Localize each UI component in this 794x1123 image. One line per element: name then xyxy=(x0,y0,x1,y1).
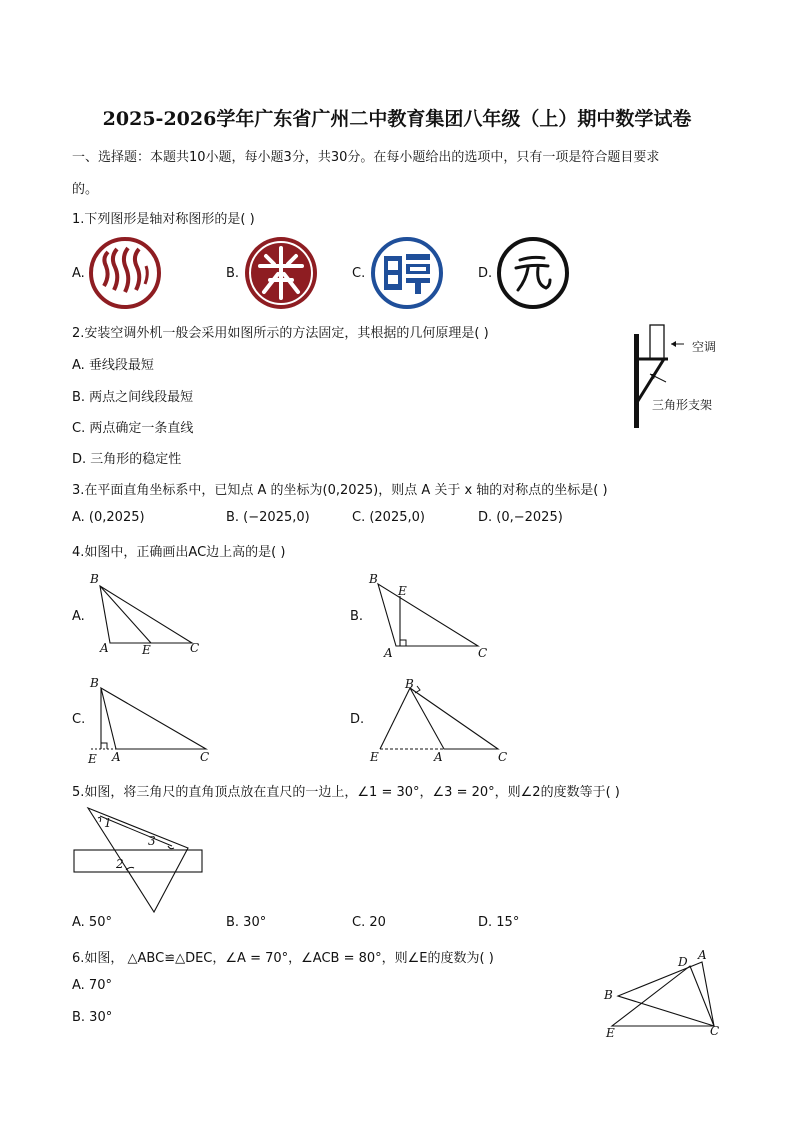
q3-stem: 3.在平面直角坐标系中，已知点 A 的坐标为(0,2025)，则点 A 关于 x 轴的对称点的坐标是( ) xyxy=(72,483,608,498)
q5-ruler-triangle-figure xyxy=(72,804,212,914)
q4-option-b: B. xyxy=(350,609,364,624)
q5-option-d: D. 15° xyxy=(478,915,520,930)
q4d-label-b: B xyxy=(405,677,414,691)
q5-label-angle-1: 1 xyxy=(104,816,112,830)
q4c-label-e: E xyxy=(88,752,97,766)
seal-d-image xyxy=(496,236,570,310)
q3-option-a: A. (0,2025) xyxy=(72,510,145,525)
q4a-label-a: A xyxy=(100,641,109,655)
q6-label-b: B xyxy=(604,988,613,1002)
q5-option-b: B. 30° xyxy=(226,915,267,930)
section-instructions-line2: 的。 xyxy=(72,182,99,197)
q2-option-c: C. 两点确定一条直线 xyxy=(72,421,194,436)
q1-stem: 1.下列图形是轴对称图形的是( ) xyxy=(72,212,255,227)
q5-label-angle-3: 3 xyxy=(148,834,156,848)
q3-option-b: B. (−2025,0) xyxy=(226,510,310,525)
q6-label-a: A xyxy=(698,948,707,962)
q4-option-d: D. xyxy=(350,712,365,727)
q5-option-c: C. 20 xyxy=(352,915,386,930)
q4b-label-a: A xyxy=(384,646,393,660)
q1-option-d: D. xyxy=(478,266,493,281)
q5-stem: 5.如图，将三角尺的直角顶点放在直尺的一边上，∠1 = 30°，∠3 = 20°，则∠2的度数等于( ) xyxy=(72,785,620,800)
q4a-label-b: B xyxy=(90,572,99,586)
q1-option-c: C. xyxy=(352,266,366,281)
q6-stem: 6.如图， △ABC≌△DEC，∠A = 70°，∠ACB = 80°，则∠E的度数为( ) xyxy=(72,951,494,966)
q5-option-a: A. 50° xyxy=(72,915,112,930)
q6-label-c: C xyxy=(710,1024,720,1038)
q6-option-b: B. 30° xyxy=(72,1010,113,1025)
q2-option-b: B. 两点之间线段最短 xyxy=(72,390,194,405)
section-instructions-line1: 一、选择题：本题共10小题，每小题3分，共30分。在每小题给出的选项中，只有一项是符合题目要求 xyxy=(72,150,660,165)
q4b-label-b: B xyxy=(369,572,378,586)
q4a-label-e: E xyxy=(142,643,151,657)
page-title: 2025-2026学年广东省广州二中教育集团八年级（上）期中数学试卷 xyxy=(102,108,692,130)
q3-option-c: C. (2025,0) xyxy=(352,510,425,525)
q6-option-a: A. 70° xyxy=(72,978,112,993)
q1-option-b: B. xyxy=(226,266,240,281)
q4c-label-b: B xyxy=(90,676,99,690)
q6-label-e: E xyxy=(606,1026,615,1040)
q4-option-c: C. xyxy=(72,712,86,727)
q4c-label-c: C xyxy=(200,750,210,764)
q2-option-d: D. 三角形的稳定性 xyxy=(72,452,182,467)
q4b-label-e: E xyxy=(398,584,407,598)
q2-label-bracket: 三角形支架 xyxy=(652,398,713,412)
q6-label-d: D xyxy=(678,955,688,969)
q1-option-a: A. xyxy=(72,266,85,281)
q4a-label-c: C xyxy=(190,641,200,655)
q3-option-d: D. (0,−2025) xyxy=(478,510,563,525)
seal-a-image xyxy=(88,236,162,310)
seal-c-image xyxy=(370,236,444,310)
q4-stem: 4.如图中，正确画出AC边上高的是( ) xyxy=(72,545,286,560)
q4c-label-a: A xyxy=(112,750,121,764)
seal-b-image xyxy=(244,236,318,310)
q2-stem: 2.安装空调外机一般会采用如图所示的方法固定，其根据的几何原理是( ) xyxy=(72,326,489,341)
q4d-label-c: C xyxy=(498,750,508,764)
q4d-label-a: A xyxy=(434,750,443,764)
q4b-label-c: C xyxy=(478,646,488,660)
q4d-label-e: E xyxy=(370,750,379,764)
q4-figure-c xyxy=(86,676,216,766)
q2-label-ac: 空调 xyxy=(692,340,717,354)
q4-option-a: A. xyxy=(72,609,85,624)
q5-label-angle-2: 2 xyxy=(116,857,124,871)
q2-option-a: A. 垂线段最短 xyxy=(72,358,154,373)
